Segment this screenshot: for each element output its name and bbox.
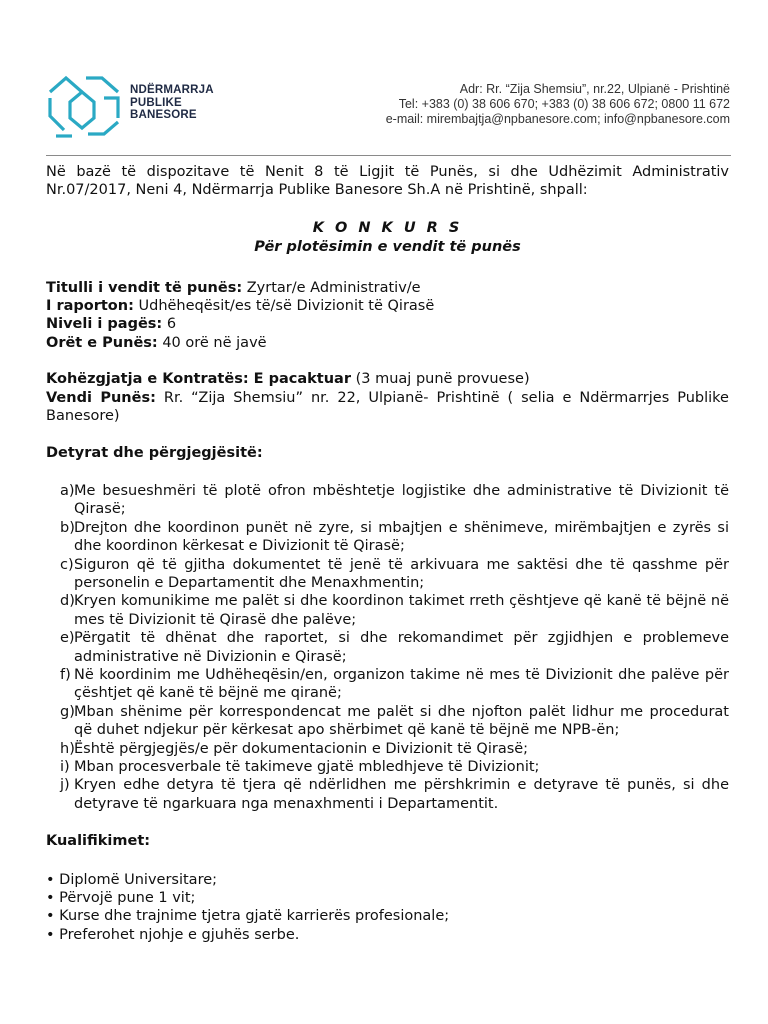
duties-list <box>46 482 729 813</box>
work-hours-value: 40 orë në javë <box>157 334 267 351</box>
reports-to-field <box>46 297 729 315</box>
list-item: • Preferohet njohje e gjuhës serbe. <box>46 926 300 943</box>
phone-line: Tel: +383 (0) 38 606 670; +383 (0) 38 606 672; 0800 11 672 <box>398 97 730 111</box>
list-marker: d) <box>60 593 75 610</box>
contract-duration-label: Kohëzgjatja e Kontratës: E pacaktuar <box>46 371 351 388</box>
work-location-label: Vendi Punës: <box>46 389 156 406</box>
job-details <box>46 279 729 353</box>
list-marker: h) <box>60 740 75 757</box>
pay-level-value: 6 <box>162 316 177 333</box>
work-hours-label: Orët e Punës: <box>46 334 158 351</box>
list-item-text: Në koordinim me Udhëheqësin/en, organizon takime në mes të Divizionit dhe palëve për çështjet që kanë të bëjnë me qiranë; <box>74 666 729 702</box>
work-location-value: Rr. “Zija Shemsiu” nr. 22, Ulpianë- Prishtinë ( selia e Ndërmarrjes Publike Banesore) <box>46 389 729 425</box>
list-item-text: Kryen edhe detyra të tjera që ndërlidhen me përshkrimin e detyrave të punës, si dhe detyrave të ngarkuara nga menaxhmenti i Departamentit. <box>74 777 729 812</box>
list-item <box>46 629 729 666</box>
list-item <box>46 592 729 629</box>
pay-level-label: Niveli i pagës: <box>46 316 163 333</box>
work-hours-field <box>46 334 729 352</box>
company-name-line-2: PUBLIKE <box>130 96 182 109</box>
list-item <box>46 776 729 813</box>
list-item-text: Me besueshmëri të plotë ofron mbështetje logjistike dhe administrative të Divizionit të Qirasë; <box>74 482 729 518</box>
list-item: • Kurse dhe trajnime tjetra gjatë karrierës profesionale; <box>46 908 450 925</box>
list-item <box>46 519 729 556</box>
intro-paragraph: Në bazë të dispozitave të Nenit 8 të Ligjit të Punës, si dhe Udhëzimit Administrativ Nr.07/2017, Neni 4, Ndërmarrja Publike Banesore Sh.A në Prishtinë, shpall: <box>46 164 729 199</box>
duties-heading: Detyrat dhe përgjegjësitë: <box>46 445 263 462</box>
job-title-label: Titulli i vendit të punës: <box>46 279 243 296</box>
document-title: K O N K U R S <box>312 219 463 236</box>
list-marker: f) <box>60 666 71 683</box>
list-item: • Përvojë pune 1 vit; <box>46 890 196 906</box>
list-marker: g) <box>60 703 75 720</box>
contact-info <box>290 82 730 127</box>
list-item: • Diplomë Universitare; <box>46 871 218 888</box>
contract-duration-value: (3 muaj punë provuese) <box>351 371 530 388</box>
job-title-field <box>46 279 729 297</box>
list-item-text: Mban shënime për korrespondencat me palët si dhe njofton palët lidhur me procedurat që duhet ndjekur për kërkesat apo shërbimet që kanë të bëjnë me NPB-ën; <box>74 703 729 739</box>
document-body <box>46 163 729 944</box>
contract-details <box>46 370 729 425</box>
company-name-line-1: NDËRMARRJA <box>130 84 214 96</box>
letterhead <box>0 0 768 160</box>
list-item <box>46 666 729 703</box>
company-name <box>130 84 214 122</box>
list-item <box>46 556 729 593</box>
pay-level-field <box>46 315 729 333</box>
list-item <box>46 482 729 519</box>
company-logo-icon <box>48 72 120 140</box>
reports-to-label: I raporton: <box>46 298 134 315</box>
list-item-text: Drejton dhe koordinon punët në zyre, si mbajtjen e shënimeve, mirëmbajtjen e zyrës si dhe koordinon kërkesat e Divizionit të Qirasë; <box>74 519 729 555</box>
list-item-text: Kryen komunikime me palët si dhe koordinon takimet rreth çështjeve që kanë të bëjnë në mes të Divizionit të Qirasë dhe palëve; <box>74 593 729 628</box>
list-item-text: Është përgjegjës/e për dokumentacionin e Divizionit të Qirasë; <box>74 740 529 757</box>
list-marker: b) <box>60 519 75 536</box>
address-line: Adr: Rr. “Zija Shemsiu”, nr.22, Ulpianë - Prishtinë <box>459 82 730 96</box>
company-name-line-3: BANESORE <box>130 109 197 121</box>
job-title-value: Zyrtar/e Administrativ/e <box>242 279 421 296</box>
list-marker: i) <box>60 758 70 775</box>
list-marker: e) <box>60 630 75 647</box>
list-marker: j) <box>60 777 70 794</box>
header-divider <box>46 155 731 156</box>
reports-to-value: Udhëheqësit/es të/së Divizionit të Qirasë <box>133 298 435 315</box>
qualifications-list <box>46 871 729 945</box>
list-item <box>46 758 729 776</box>
list-item-text: Mban procesverbale të takimeve gjatë mbledhjeve të Divizionit; <box>74 758 540 775</box>
list-item-text: Përgatit të dhënat dhe raportet, si dhe rekomandimet për zgjidhjen e problemeve administrative në Divizionin e Qirasë; <box>74 630 729 665</box>
work-location-field <box>46 389 729 426</box>
contract-duration-field <box>46 370 729 388</box>
document-subtitle: Për plotësimin e vendit të punës <box>254 239 521 256</box>
list-marker: c) <box>60 556 74 573</box>
list-item <box>46 703 729 740</box>
email-line: e-mail: mirembajtja@npbanesore.com; info@npbanesore.com <box>385 112 730 126</box>
list-marker: a) <box>60 482 75 499</box>
list-item-text: Siguron që të gjitha dokumentet të jenë të arkivuara me saktësi dhe të qasshme për personelin e Departamentit dhe Menaxhmentin; <box>74 556 729 591</box>
list-item <box>46 740 729 758</box>
qualifications-heading: Kualifikimet: <box>46 833 151 850</box>
